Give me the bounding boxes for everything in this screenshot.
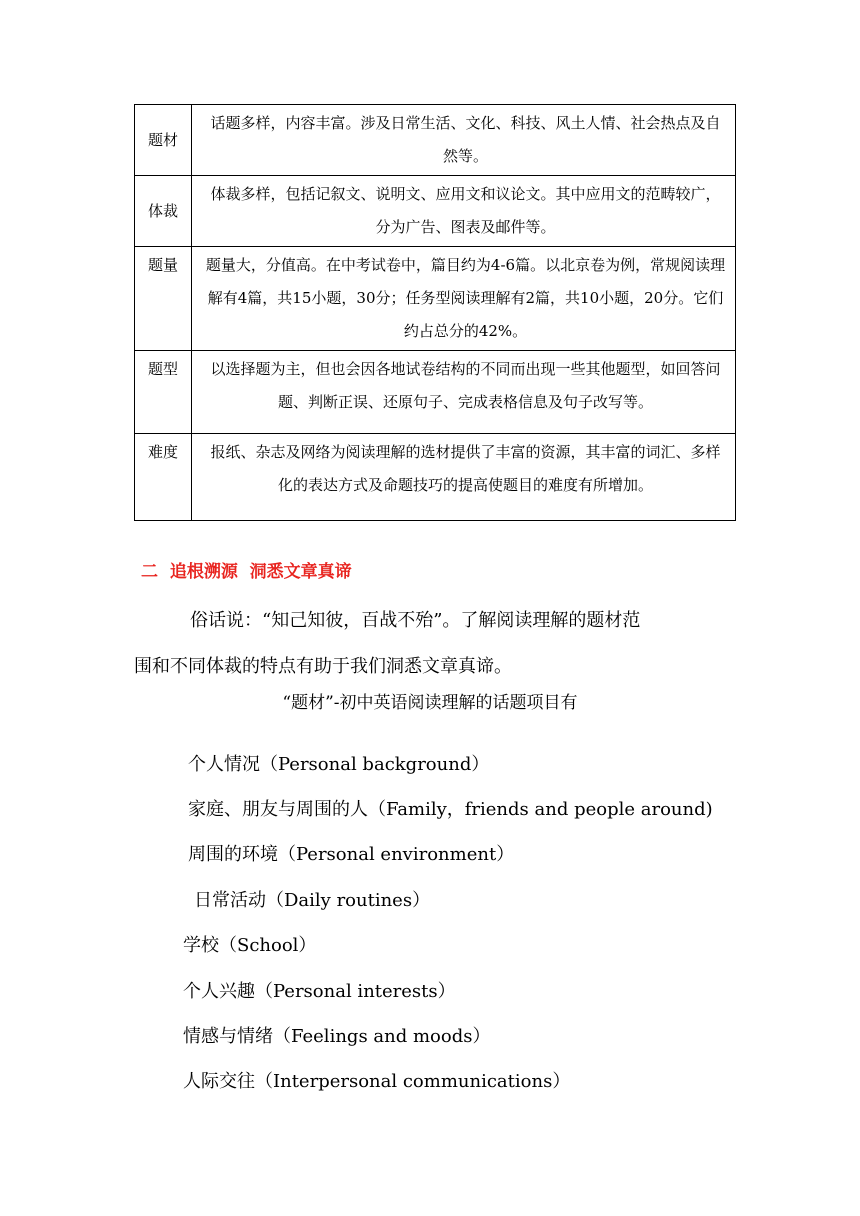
reading-features-table (134, 104, 736, 521)
list-item: 日常活动（Daily routines） (194, 890, 431, 911)
list-item: 情感与情绪（Feelings and moods） (183, 1026, 491, 1047)
section-heading: 二 追根溯源 洞悉文章真谛 (141, 562, 352, 582)
paragraph-line: 围和不同体裁的特点有助于我们洞悉文章真谛。 (134, 656, 512, 677)
row-label: 体裁 (135, 176, 192, 247)
row-content: 以选择题为主，但也会因各地试卷结构的不同而出现一些其他题型，如回答问题、判断正误、还原句子、完成表格信息及句子改写等。 (192, 351, 736, 434)
topic-list-caption: “题材”-初中英语阅读理解的话题项目有 (282, 693, 578, 713)
row-content: 题量大，分值高。在中考试卷中，篇目约为4-6篇。以北京卷为例，常规阅读理解有4篇，共15小题，30分；任务型阅读理解有2篇，共10小题，20分。它们约占总分的42%。 (192, 247, 736, 351)
row-content: 报纸、杂志及网络为阅读理解的选材提供了丰富的资源，其丰富的词汇、多样化的表达方式及命题技巧的提高使题目的难度有所增加。 (192, 434, 736, 521)
list-item: 人际交往（Interpersonal communications） (183, 1071, 571, 1092)
table-row (135, 105, 736, 176)
table-row (135, 176, 736, 247)
row-label: 题型 (135, 351, 192, 434)
row-content: 话题多样，内容丰富。涉及日常生活、文化、科技、风土人情、社会热点及自然等。 (192, 105, 736, 176)
list-item: 学校（School） (183, 935, 317, 956)
list-item: 家庭、朋友与周围的人（Family，friends and people around) (188, 799, 713, 820)
paragraph-line: 俗话说：“知己知彼，百战不殆”。了解阅读理解的题材范 (190, 610, 641, 631)
list-item: 个人兴趣（Personal interests） (183, 981, 456, 1002)
table-row (135, 351, 736, 434)
row-content: 体裁多样，包括记叙文、说明文、应用文和议论文。其中应用文的范畴较广，分为广告、图表及邮件等。 (192, 176, 736, 247)
list-item: 周围的环境（Personal environment） (188, 844, 515, 865)
intro-paragraph (134, 598, 734, 690)
table-row (135, 247, 736, 351)
row-label: 题材 (135, 105, 192, 176)
list-item: 个人情况（Personal background） (188, 754, 490, 775)
table-row (135, 434, 736, 521)
row-label: 难度 (135, 434, 192, 521)
row-label: 题量 (135, 247, 192, 351)
